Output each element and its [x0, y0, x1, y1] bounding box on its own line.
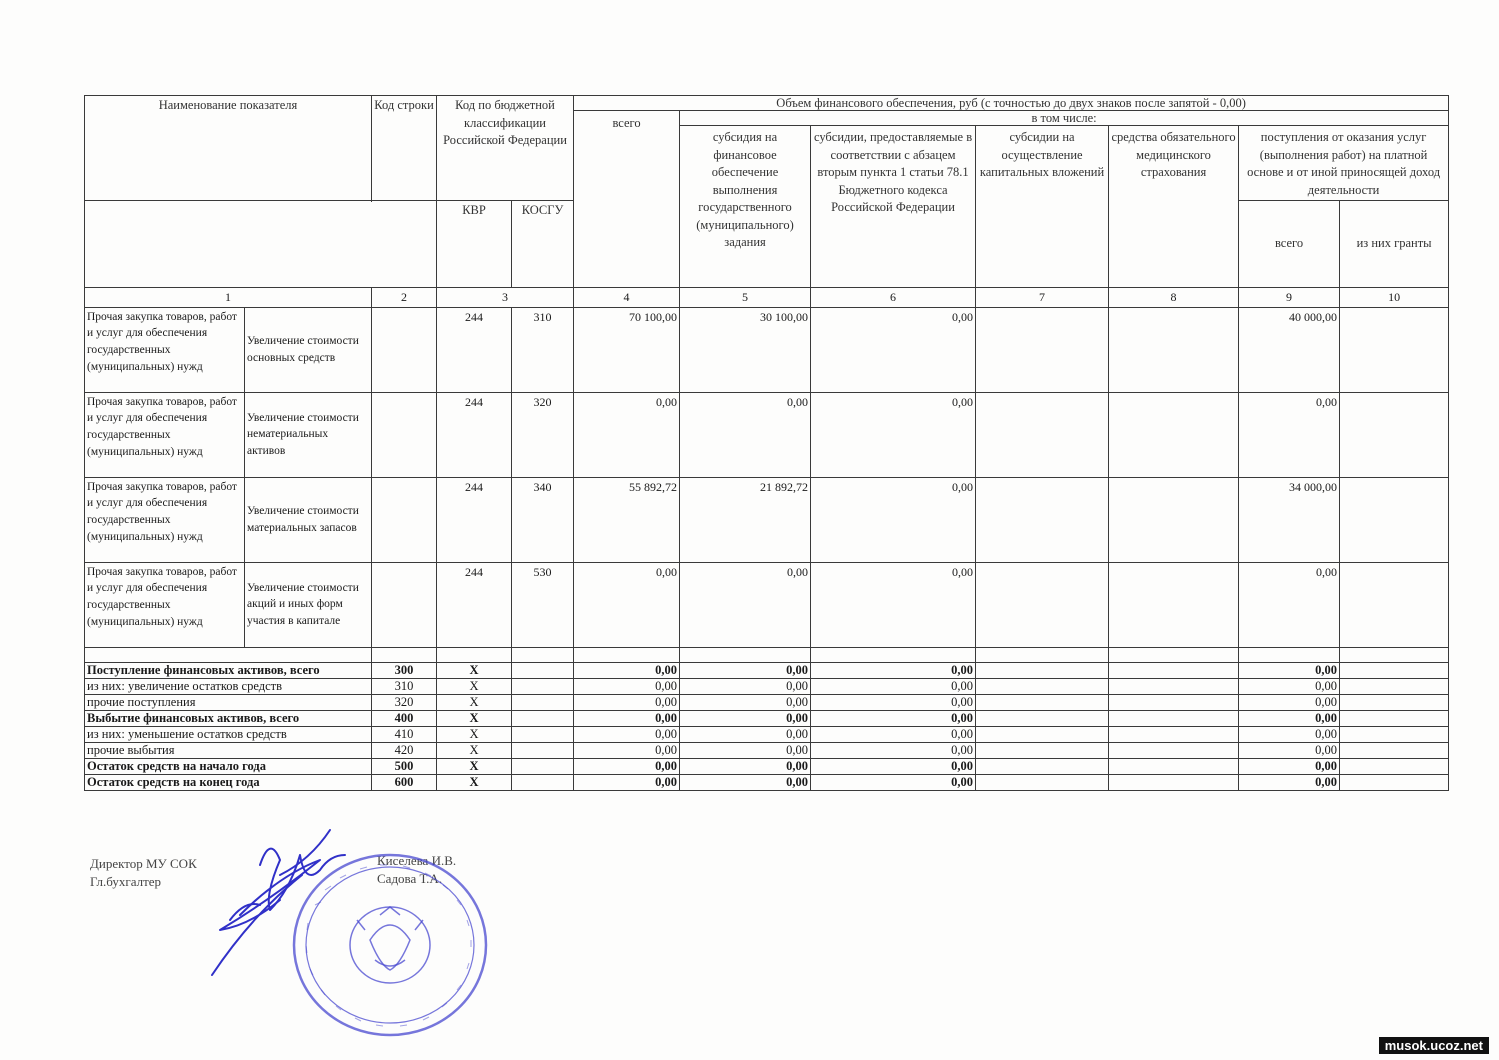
row-code [372, 392, 437, 477]
row-capital [976, 392, 1109, 477]
summary-s78: 0,00 [811, 662, 976, 678]
summary-total: 0,00 [574, 678, 680, 694]
summary-code: 500 [372, 758, 437, 774]
summary-kosgu [512, 726, 574, 742]
summary-grants [1340, 694, 1449, 710]
accountant-name: Садова Т.А. [377, 871, 443, 886]
summary-x: X [437, 758, 512, 774]
empty-cell [1109, 647, 1239, 662]
row-code [372, 307, 437, 392]
summary-task: 0,00 [680, 774, 811, 790]
row-total: 55 892,72 [574, 477, 680, 562]
summary-capital [976, 694, 1109, 710]
summary-capital [976, 774, 1109, 790]
summary-total: 0,00 [574, 742, 680, 758]
summary-task: 0,00 [680, 662, 811, 678]
col-num-9: 9 [1239, 288, 1340, 308]
summary-task: 0,00 [680, 742, 811, 758]
summary-paid: 0,00 [1239, 710, 1340, 726]
summary-total: 0,00 [574, 694, 680, 710]
empty-cell [1239, 647, 1340, 662]
summary-x: X [437, 678, 512, 694]
summary-grants [1340, 678, 1449, 694]
summary-name: прочие поступления [85, 694, 372, 710]
handwritten-signature-icon [200, 815, 380, 985]
row-name: Прочая закупка товаров, работ и услуг для обеспечения государственных (муниципальных) нужд [85, 307, 245, 392]
row-s78: 0,00 [811, 562, 976, 647]
summary-name: прочие выбытия [85, 742, 372, 758]
accountant-title: Гл.бухгалтер [90, 874, 162, 889]
row-name: Прочая закупка товаров, работ и услуг для обеспечения государственных (муниципальных) нужд [85, 562, 245, 647]
row-capital [976, 477, 1109, 562]
summary-x: X [437, 710, 512, 726]
row-subname: Увеличение стоимости материальных запасов [245, 477, 372, 562]
header-subsidy-78: субсидии, предоставляемые в соответствии с абзацем вторым пункта 1 статьи 78.1 Бюджетного кодекса Российской Федерации [811, 126, 976, 288]
summary-name: Поступление финансовых активов, всего [85, 662, 372, 678]
summary-paid: 0,00 [1239, 758, 1340, 774]
table-row [85, 392, 1449, 477]
summary-code: 300 [372, 662, 437, 678]
summary-capital [976, 726, 1109, 742]
header-subsidy-task: субсидия на финансовое обеспечение выполнения государственного (муниципального) задания [680, 126, 811, 288]
row-medical [1109, 562, 1239, 647]
col-num-1: 1 [85, 288, 372, 308]
empty-cell [680, 647, 811, 662]
row-kvr: 244 [437, 392, 512, 477]
row-task: 0,00 [680, 392, 811, 477]
summary-task: 0,00 [680, 758, 811, 774]
row-code [372, 562, 437, 647]
summary-task: 0,00 [680, 694, 811, 710]
header-subsidy-capital: субсидии на осуществление капитальных вложений [976, 126, 1109, 288]
row-paid: 0,00 [1239, 562, 1340, 647]
col-num-4: 4 [574, 288, 680, 308]
summary-paid: 0,00 [1239, 678, 1340, 694]
row-grants [1340, 477, 1449, 562]
empty-cell [85, 647, 372, 662]
row-kvr: 244 [437, 307, 512, 392]
summary-code: 320 [372, 694, 437, 710]
summary-row [85, 758, 1449, 774]
header-row-1 [85, 96, 1449, 111]
col-num-8: 8 [1109, 288, 1239, 308]
header-paid-total: всего [1239, 201, 1340, 288]
header-name: Наименование показателя [85, 96, 372, 201]
row-s78: 0,00 [811, 392, 976, 477]
row-total: 0,00 [574, 392, 680, 477]
row-paid: 40 000,00 [1239, 307, 1340, 392]
col-num-3: 3 [437, 288, 574, 308]
summary-x: X [437, 726, 512, 742]
summary-code: 420 [372, 742, 437, 758]
summary-medical [1109, 742, 1239, 758]
header-grants: из них гранты [1340, 201, 1449, 288]
summary-name: из них: увеличение остатков средств [85, 678, 372, 694]
director-name: Киселева И.В. [377, 853, 457, 868]
summary-medical [1109, 678, 1239, 694]
summary-s78: 0,00 [811, 774, 976, 790]
row-kosgu: 310 [512, 307, 574, 392]
summary-grants [1340, 742, 1449, 758]
summary-total: 0,00 [574, 758, 680, 774]
row-total: 70 100,00 [574, 307, 680, 392]
header-including: в том числе: [680, 111, 1449, 126]
row-name: Прочая закупка товаров, работ и услуг для обеспечения государственных (муниципальных) нужд [85, 477, 245, 562]
summary-grants [1340, 774, 1449, 790]
summary-name: из них: уменьшение остатков средств [85, 726, 372, 742]
summary-kosgu [512, 758, 574, 774]
summary-code: 600 [372, 774, 437, 790]
summary-x: X [437, 662, 512, 678]
row-paid: 34 000,00 [1239, 477, 1340, 562]
summary-paid: 0,00 [1239, 726, 1340, 742]
summary-kosgu [512, 742, 574, 758]
summary-s78: 0,00 [811, 726, 976, 742]
header-budget-code: Код по бюджетной классификации Российской Федерации [437, 96, 574, 201]
summary-s78: 0,00 [811, 694, 976, 710]
row-grants [1340, 392, 1449, 477]
summary-row [85, 742, 1449, 758]
row-medical [1109, 307, 1239, 392]
summary-capital [976, 662, 1109, 678]
summary-total: 0,00 [574, 662, 680, 678]
row-s78: 0,00 [811, 477, 976, 562]
summary-capital [976, 742, 1109, 758]
row-medical [1109, 392, 1239, 477]
row-task: 0,00 [680, 562, 811, 647]
row-subname: Увеличение стоимости нематериальных активов [245, 392, 372, 477]
header-volume: Объем финансового обеспечения, руб (с точностью до двух знаков после запятой - 0,00) [574, 96, 1449, 111]
empty-cell [372, 647, 437, 662]
header-medical: средства обязательного медицинского страхования [1109, 126, 1239, 288]
row-name: Прочая закупка товаров, работ и услуг для обеспечения государственных (муниципальных) нужд [85, 392, 245, 477]
row-kvr: 244 [437, 562, 512, 647]
summary-name: Выбытие финансовых активов, всего [85, 710, 372, 726]
summary-row [85, 678, 1449, 694]
summary-code: 410 [372, 726, 437, 742]
empty-cell [976, 647, 1109, 662]
col-num-10: 10 [1340, 288, 1449, 308]
summary-kosgu [512, 678, 574, 694]
summary-medical [1109, 662, 1239, 678]
summary-code: 400 [372, 710, 437, 726]
row-s78: 0,00 [811, 307, 976, 392]
summary-s78: 0,00 [811, 758, 976, 774]
summary-row [85, 662, 1449, 678]
summary-total: 0,00 [574, 774, 680, 790]
summary-grants [1340, 758, 1449, 774]
summary-capital [976, 678, 1109, 694]
summary-paid: 0,00 [1239, 662, 1340, 678]
summary-task: 0,00 [680, 710, 811, 726]
summary-capital [976, 710, 1109, 726]
summary-capital [976, 758, 1109, 774]
row-kosgu: 320 [512, 392, 574, 477]
summary-grants [1340, 662, 1449, 678]
empty-cell [574, 647, 680, 662]
row-capital [976, 562, 1109, 647]
row-grants [1340, 562, 1449, 647]
row-capital [976, 307, 1109, 392]
summary-medical [1109, 726, 1239, 742]
header-total: всего [574, 111, 680, 288]
summary-s78: 0,00 [811, 742, 976, 758]
summary-s78: 0,00 [811, 710, 976, 726]
summary-code: 310 [372, 678, 437, 694]
row-kosgu: 340 [512, 477, 574, 562]
summary-row [85, 694, 1449, 710]
row-subname: Увеличение стоимости основных средств [245, 307, 372, 392]
empty-cell [1340, 647, 1449, 662]
header-paid-services: поступления от оказания услуг (выполнения работ) на платной основе и от иной приносящей доход деятельности [1239, 126, 1449, 201]
data-rows [85, 307, 1449, 662]
summary-x: X [437, 694, 512, 710]
row-kosgu: 530 [512, 562, 574, 647]
header-code: Код строки [372, 96, 437, 201]
summary-s78: 0,00 [811, 678, 976, 694]
header-spacer [85, 201, 437, 288]
header-kosgu: КОСГУ [512, 201, 574, 288]
row-code [372, 477, 437, 562]
summary-name: Остаток средств на начало года [85, 758, 372, 774]
summary-rows [85, 662, 1449, 790]
row-grants [1340, 307, 1449, 392]
summary-medical [1109, 758, 1239, 774]
summary-medical [1109, 694, 1239, 710]
director-title: Директор МУ СОК [90, 856, 197, 871]
summary-kosgu [512, 710, 574, 726]
summary-x: X [437, 742, 512, 758]
col-num-2: 2 [372, 288, 437, 308]
summary-kosgu [512, 694, 574, 710]
summary-grants [1340, 726, 1449, 742]
summary-x: X [437, 774, 512, 790]
summary-name: Остаток средств на конец года [85, 774, 372, 790]
summary-paid: 0,00 [1239, 774, 1340, 790]
row-kvr: 244 [437, 477, 512, 562]
summary-paid: 0,00 [1239, 694, 1340, 710]
col-num-5: 5 [680, 288, 811, 308]
empty-cell [437, 647, 512, 662]
table-row [85, 477, 1449, 562]
empty-cell [811, 647, 976, 662]
row-subname: Увеличение стоимости акций и иных форм участия в капитале [245, 562, 372, 647]
summary-row [85, 726, 1449, 742]
column-numbers-row [85, 288, 1449, 308]
row-paid: 0,00 [1239, 392, 1340, 477]
col-num-7: 7 [976, 288, 1109, 308]
summary-row [85, 710, 1449, 726]
summary-task: 0,00 [680, 726, 811, 742]
summary-medical [1109, 710, 1239, 726]
watermark: musok.ucoz.net [1379, 1037, 1489, 1054]
summary-task: 0,00 [680, 678, 811, 694]
header-kvr: КВР [437, 201, 512, 288]
summary-total: 0,00 [574, 710, 680, 726]
row-medical [1109, 477, 1239, 562]
summary-medical [1109, 774, 1239, 790]
summary-kosgu [512, 774, 574, 790]
empty-cell [512, 647, 574, 662]
summary-kosgu [512, 662, 574, 678]
summary-paid: 0,00 [1239, 742, 1340, 758]
table-row [85, 307, 1449, 392]
col-num-6: 6 [811, 288, 976, 308]
row-task: 21 892,72 [680, 477, 811, 562]
empty-row [85, 647, 1449, 662]
financial-table [84, 95, 1449, 791]
summary-row [85, 774, 1449, 790]
summary-grants [1340, 710, 1449, 726]
table-row [85, 562, 1449, 647]
summary-total: 0,00 [574, 726, 680, 742]
row-total: 0,00 [574, 562, 680, 647]
row-task: 30 100,00 [680, 307, 811, 392]
